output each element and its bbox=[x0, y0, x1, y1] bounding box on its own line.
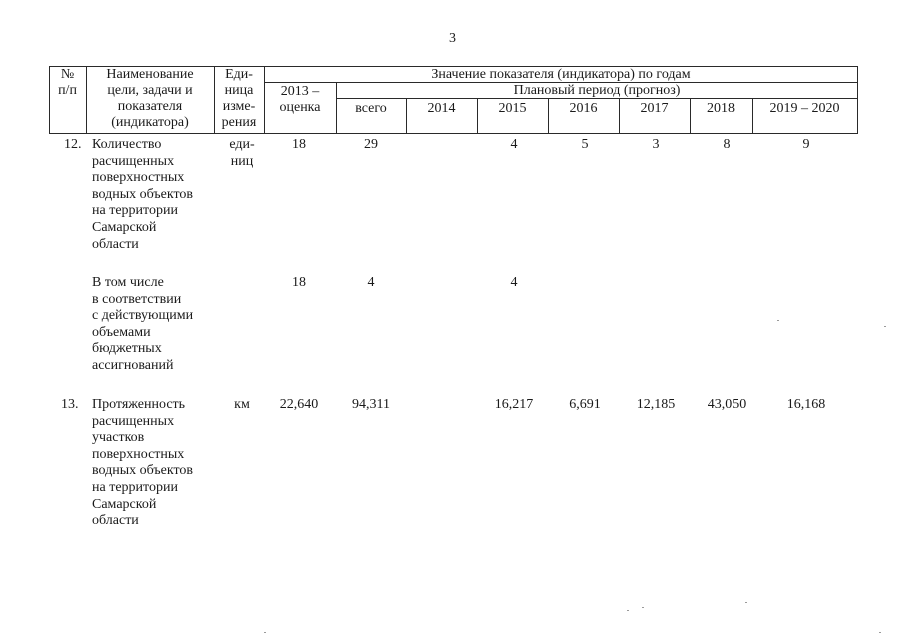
row-unit: км bbox=[234, 397, 250, 412]
header-estimate: 2013 – оценка bbox=[279, 84, 321, 115]
header-plan-2018: 2018 bbox=[707, 101, 735, 116]
row-2017: 3 bbox=[652, 137, 660, 152]
scan-speck bbox=[627, 610, 629, 611]
row-estimate: 18 bbox=[292, 275, 306, 290]
scan-speck bbox=[777, 320, 779, 321]
row-2019-2020: 16,168 bbox=[786, 397, 826, 412]
scan-speck bbox=[884, 326, 886, 327]
header-plan-2014: 2014 bbox=[427, 101, 456, 116]
row-2016: 6,691 bbox=[569, 397, 601, 412]
row-2016: 5 bbox=[581, 137, 589, 152]
header-plan-2017: 2017 bbox=[640, 101, 669, 116]
scan-speck bbox=[745, 602, 747, 603]
row-total: 29 bbox=[364, 137, 378, 152]
row-unit: еди- ниц bbox=[229, 137, 255, 169]
row-indicator-name: В том числе в соответствии с действующими объемами бюджетных ассигнований bbox=[92, 275, 194, 373]
row-indicator-name: Протяженность расчищенных участков поверхностных водных объектов на территории Самарской области bbox=[92, 397, 194, 529]
row-2015: 16,217 bbox=[494, 397, 534, 412]
row-total: 94,311 bbox=[352, 397, 390, 412]
scan-speck bbox=[264, 632, 266, 633]
row-estimate: 18 bbox=[292, 137, 306, 152]
row-indicator-name: Количество расчищенных поверхностных водных объектов на территории Самарской области bbox=[92, 137, 194, 252]
header-bottom-border bbox=[49, 133, 858, 134]
row-number: 12. bbox=[64, 137, 82, 152]
scan-speck bbox=[642, 607, 644, 608]
header-plan-2016: 2016 bbox=[569, 101, 598, 116]
row-2018: 43,050 bbox=[707, 397, 747, 412]
page-number: 3 bbox=[449, 31, 456, 46]
row-2015: 4 bbox=[510, 275, 518, 290]
header-plan-2015: 2015 bbox=[498, 101, 527, 116]
header-col-unit: Еди- ница изме- рения bbox=[221, 67, 257, 130]
header-values-title: Значение показателя (индикатора) по годам bbox=[431, 67, 691, 82]
row-2018: 8 bbox=[723, 137, 731, 152]
row-2015: 4 bbox=[510, 137, 518, 152]
header-plan-total: всего bbox=[355, 101, 387, 116]
row-2017: 12,185 bbox=[636, 397, 676, 412]
header-plan-2019-2020: 2019 – 2020 bbox=[769, 101, 840, 116]
row-number: 13. bbox=[61, 397, 79, 412]
header-plan-title: Плановый период (прогноз) bbox=[513, 83, 681, 98]
header-col-no: № п/п bbox=[58, 67, 77, 98]
row-2019-2020: 9 bbox=[802, 137, 810, 152]
row-total: 4 bbox=[367, 275, 375, 290]
scan-speck bbox=[879, 632, 881, 633]
row-estimate: 22,640 bbox=[279, 397, 319, 412]
header-col-name: Наименование цели, задачи и показателя (индикатора) bbox=[106, 67, 194, 130]
